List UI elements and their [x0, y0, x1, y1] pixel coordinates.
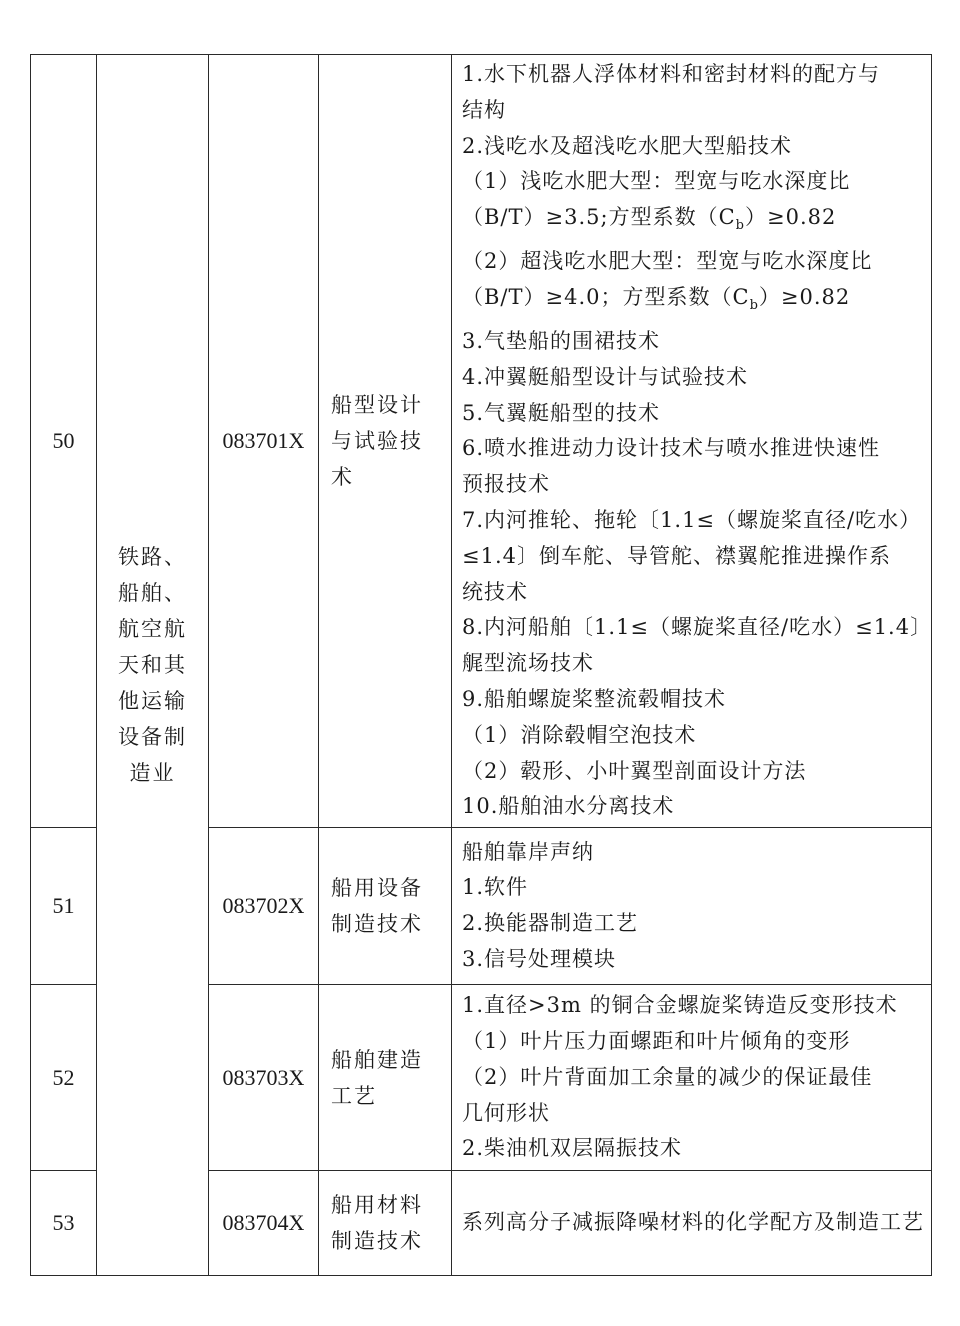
row-number: 50: [31, 55, 97, 828]
row-number: 53: [31, 1171, 97, 1276]
content-line: ≤1.4〕倒车舵、导管舵、襟翼舵推进操作系: [462, 543, 891, 568]
subscript: b: [749, 298, 759, 314]
content-line: 3.气垫船的围裙技术: [462, 328, 661, 353]
row-number: 51: [31, 828, 97, 985]
content-line: 5.气翼艇船型的技术: [462, 400, 661, 425]
tech-content: [452, 985, 932, 1171]
content-text: 系列高分子减振降噪材料的化学配方及制造工艺: [462, 1210, 924, 1235]
tech-code: 083703X: [209, 985, 319, 1171]
tech-name: 船型设计与试验技术: [319, 55, 452, 828]
row-number: 52: [31, 985, 97, 1171]
content-line: 1.软件: [462, 875, 529, 900]
content-line: （B/T）≥3.5;方型系数$(C_b)\ge 0.82$: [462, 205, 837, 234]
content-line: 10.船舶油水分离技术: [462, 794, 675, 819]
content-line: 2.柴油机双层隔振技术: [462, 1136, 683, 1161]
content-line: 9.船舶螺旋桨整流毂帽技术: [462, 686, 727, 711]
content-line: 3.信号处理模块: [462, 946, 617, 971]
tech-code: 083702X: [209, 828, 319, 985]
tech-content: [452, 55, 932, 828]
content-line: 8.内河船舶〔1.1≤（螺旋桨直径/吃水）≤1.4〕: [462, 615, 933, 640]
tech-name: 船用材料制造技术: [319, 1171, 452, 1276]
tech-name: 船用设备制造技术: [319, 828, 452, 985]
content-line: （1）消除毂帽空泡技术: [462, 722, 697, 747]
content-line: 结构: [462, 97, 506, 122]
content-line: 船舶靠岸声纳: [462, 839, 594, 864]
subscript: b: [735, 218, 745, 234]
content-line: （2）超浅吃水肥大型：型宽与吃水深度比: [462, 249, 873, 274]
content-line: （B/T）≥4.0；方型系数$(C_b)\ge 0.82$: [462, 284, 851, 314]
content-line: 4.冲翼艇船型设计与试验技术: [462, 364, 749, 389]
tech-code: 083701X: [209, 55, 319, 828]
content-line: 7.内河推轮、拖轮〔1.1≤（螺旋桨直径/吃水）: [462, 507, 922, 532]
content-line: （1）叶片压力面螺距和叶片倾角的变形: [462, 1028, 851, 1053]
content-line: （2）毂形、小叶翼型剖面设计方法: [462, 758, 807, 783]
technology-table: [30, 54, 932, 1276]
tech-code: 083704X: [209, 1171, 319, 1276]
content-line: 1.直径>3m 的铜合金螺旋桨铸造反变形技术: [462, 993, 898, 1018]
content-line: 6.喷水推进动力设计技术与喷水推进快速性: [462, 436, 881, 461]
content-line: 2.浅吃水及超浅吃水肥大型船技术: [462, 133, 793, 158]
content-line: 2.换能器制造工艺: [462, 911, 639, 936]
content-line: 艉型流场技术: [462, 651, 594, 676]
content-line: 预报技术: [462, 472, 550, 497]
content-line: （2）叶片背面加工余量的减少的保证最佳: [462, 1064, 873, 1089]
industry-cell: 铁路、船舶、航空航天和其他运输设备制造业: [97, 55, 209, 1276]
content-line: 几何形状: [462, 1100, 550, 1125]
table-row: [31, 55, 932, 828]
content-line: （1）浅吃水肥大型：型宽与吃水深度比: [462, 169, 851, 194]
tech-content: [452, 1171, 932, 1276]
content-line: 1.水下机器人浮体材料和密封材料的配方与: [462, 62, 881, 86]
content-line: 统技术: [462, 579, 528, 604]
tech-name: 船舶建造工艺: [319, 985, 452, 1171]
tech-content: [452, 828, 932, 985]
